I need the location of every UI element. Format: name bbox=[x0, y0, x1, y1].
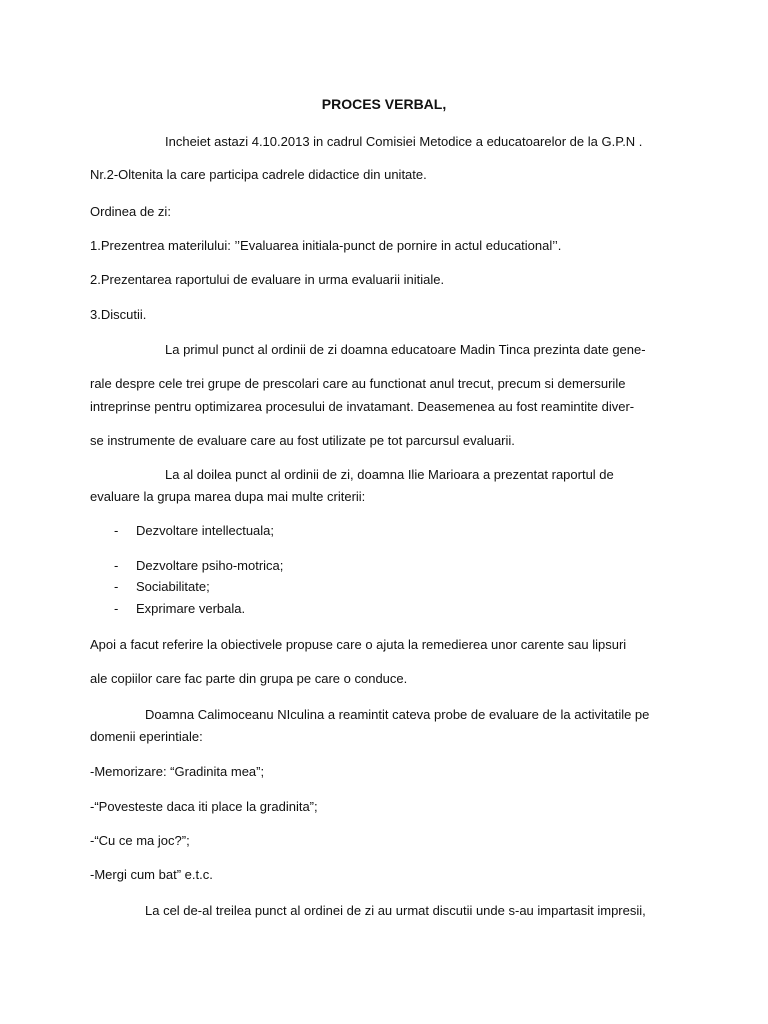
probe-item-1: -Memorizare: “Gradinita mea”; bbox=[90, 764, 265, 779]
paragraph1-line-1: La primul punct al ordinii de zi doamna educatoare Madin Tinca prezinta date gene- bbox=[165, 342, 646, 357]
paragraph2-line-2: evaluare la grupa marea dupa mai multe criterii: bbox=[90, 489, 366, 504]
document-title: PROCES VERBAL, bbox=[321, 96, 447, 112]
criteria-item-2: Dezvoltare psiho-motrica; bbox=[136, 558, 284, 573]
criteria-item-4: Exprimare verbala. bbox=[136, 601, 246, 616]
paragraph1-line-3: intreprinse pentru optimizarea procesului de invatamant. Deasemenea au fost reamintite diver- bbox=[90, 399, 635, 414]
agenda-item-1: 1.Prezentrea materilului: ’’Evaluarea initiala-punct de pornire in actul educational’’. bbox=[90, 238, 562, 253]
intro-line-2: Nr.2-Oltenita la care participa cadrele didactice din unitate. bbox=[90, 167, 427, 182]
probe-item-3: -“Cu ce ma joc?”; bbox=[90, 833, 190, 848]
agenda-item-2: 2.Prezentarea raportului de evaluare in urma evaluarii initiale. bbox=[90, 272, 445, 287]
criteria-item-1: Dezvoltare intellectuala; bbox=[136, 523, 275, 538]
criteria-dash: - bbox=[114, 523, 119, 538]
probe-item-2: -“Povesteste daca iti place la gradinita”; bbox=[90, 799, 318, 814]
criteria-dash: - bbox=[114, 579, 119, 594]
agenda-item-3: 3.Discutii. bbox=[90, 307, 147, 322]
probe-item-4: -Mergi cum bat” e.t.c. bbox=[90, 867, 213, 882]
paragraph1-line-2: rale despre cele trei grupe de prescolari care au functionat anul trecut, precum si demersurile bbox=[90, 376, 626, 391]
intro-line-1: Incheiet astazi 4.10.2013 in cadrul Comisiei Metodice a educatoarelor de la G.P.N . bbox=[165, 134, 643, 149]
paragraph3-line-2: ale copiilor care fac parte din grupa pe care o conduce. bbox=[90, 671, 408, 686]
paragraph1-line-4: se instrumente de evaluare care au fost utilizate pe tot parcursul evaluarii. bbox=[90, 433, 515, 448]
paragraph2-line-1: La al doilea punct al ordinii de zi, doamna Ilie Marioara a prezentat raportul de bbox=[165, 467, 614, 482]
paragraph3-line-1: Apoi a facut referire la obiectivele propuse care o ajuta la remedierea unor carente sau lipsuri bbox=[90, 637, 627, 652]
paragraph4-line-1: Doamna Calimoceanu NIculina a reamintit cateva probe de evaluare de la activitatile pe bbox=[145, 707, 650, 722]
agenda-heading: Ordinea de zi: bbox=[90, 204, 171, 219]
criteria-item-3: Sociabilitate; bbox=[136, 579, 210, 594]
paragraph4-line-2: domenii eperintiale: bbox=[90, 729, 203, 744]
criteria-dash: - bbox=[114, 558, 119, 573]
paragraph5-line-1: La cel de-al treilea punct al ordinei de zi au urmat discutii unde s-au impartasit impresii, bbox=[145, 903, 646, 918]
criteria-dash: - bbox=[114, 601, 119, 616]
